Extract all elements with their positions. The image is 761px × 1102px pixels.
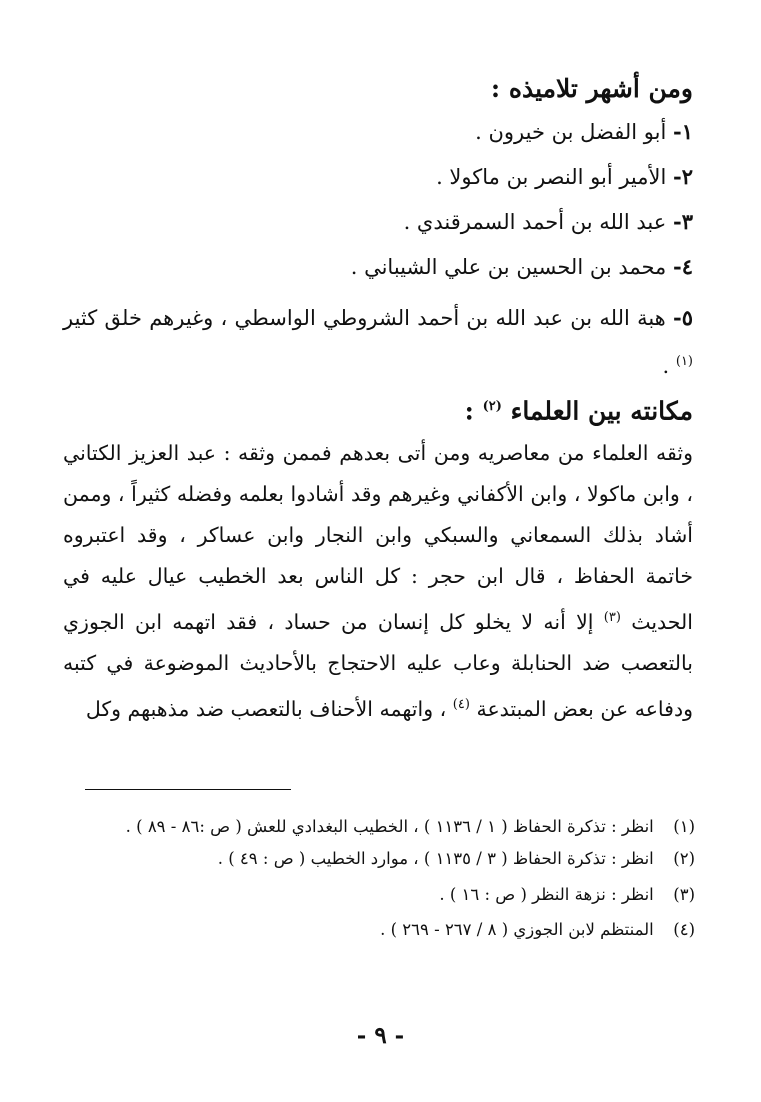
footnote bbox=[55, 915, 695, 945]
list-item-number: ١- bbox=[673, 119, 693, 144]
footnote bbox=[55, 812, 695, 842]
footnote bbox=[55, 880, 695, 910]
list-item-text: عبد الله بن أحمد السمرقندي . bbox=[403, 210, 667, 234]
footnote-ref: (١) bbox=[675, 354, 693, 369]
footnote-text: انظر : تذكرة الحفاظ ( ١ / ١١٣٦ ) ، الخطيب البغدادي للعش ( ص :٨٦ - ٨٩ ) . bbox=[125, 817, 654, 836]
footnote-text: انظر : تذكرة الحفاظ ( ٣ / ١١٣٥ ) ، موارد الخطيب ( ص : ٤٩ ) . bbox=[217, 849, 654, 868]
list-item-number: ٤- bbox=[673, 254, 693, 279]
list-item bbox=[63, 116, 693, 148]
body-paragraph bbox=[63, 433, 693, 730]
footnote-ref: (٣) bbox=[603, 610, 621, 625]
list-item-text: أبو الفضل بن خيرون . bbox=[475, 120, 667, 144]
footnote-text: المنتظم لابن الجوزي ( ٨ / ٢٦٧ - ٢٦٩ ) . bbox=[380, 920, 654, 939]
page-number: - ٩ - bbox=[356, 1022, 405, 1049]
list-item bbox=[63, 206, 693, 238]
section-heading bbox=[63, 390, 693, 428]
list-end-punct: . bbox=[662, 354, 670, 378]
list-item bbox=[63, 161, 693, 193]
paragraph-text: وثقه العلماء من معاصريه ومن أتى بعدهم فممن وثقه : عبد العزيز الكتاني ، وابن ماكولا ، وابن الأكفاني وغيرهم وقد أشادوا بعلمه وفضله كثيراً ، وممن أشاد بذلك السمعاني والسبكي وابن النجار وابن عساكر ، وقد اعتبروه خاتمة الحفاظ ، قال ابن حجر : كل الناس بعد الخطيب عيال عليه في الحديث bbox=[63, 441, 693, 634]
footnote-number: (٤) bbox=[673, 920, 695, 939]
paragraph-text: إلا أنه لا يخلو كل إنسان من حساد ، فقد اتهمه ابن الجوزي بالتعصب ضد الحنابلة وعاب عليه الاحتجاج بالأحاديث الموضوعة في كتبه ودفاعه عن بعض المبتدعة bbox=[63, 609, 693, 721]
heading-colon: : bbox=[464, 396, 474, 426]
students-heading: ومن أشهر تلاميذه : bbox=[490, 74, 693, 103]
footnote-number: (٣) bbox=[673, 885, 695, 904]
footnote-divider bbox=[85, 789, 291, 790]
footnote-text: انظر : نزهة النظر ( ص : ١٦ ) . bbox=[439, 885, 654, 904]
list-item-number: ٣- bbox=[673, 209, 693, 234]
paragraph-text: ، واتهمه الأحناف بالتعصب ضد مذهبهم وكل bbox=[85, 696, 447, 721]
footnote bbox=[55, 844, 695, 874]
list-item bbox=[63, 296, 693, 388]
footnote-ref: (٢) bbox=[482, 399, 502, 414]
footnote-number: (٢) bbox=[673, 849, 695, 868]
list-item-number: ٢- bbox=[673, 164, 693, 189]
list-item-text: محمد بن الحسين بن علي الشيباني . bbox=[350, 255, 667, 279]
standing-heading: مكانته بين العلماء bbox=[510, 396, 693, 426]
footnote-number: (١) bbox=[673, 817, 695, 836]
list-item-text: الأمير أبو النصر بن ماكولا . bbox=[436, 165, 667, 189]
list-item-text: هبة الله بن عبد الله بن أحمد الشروطي الواسطي ، وغيرهم خلق كثير bbox=[63, 306, 666, 330]
list-item-number: ٥- bbox=[672, 305, 693, 330]
footnote-ref: (٤) bbox=[452, 696, 470, 712]
list-item bbox=[63, 251, 693, 283]
